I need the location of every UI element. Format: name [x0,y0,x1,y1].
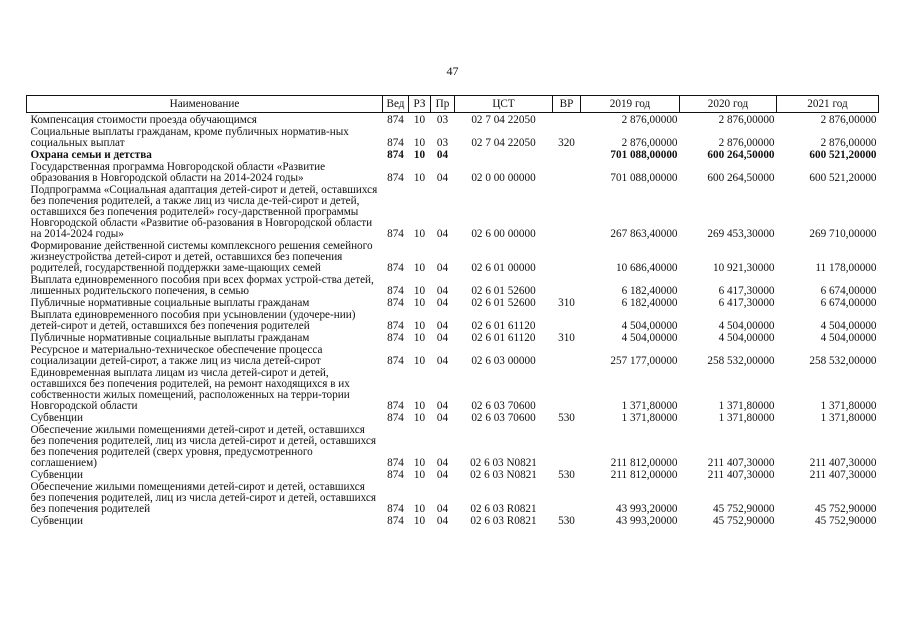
value-2020-cell: 4 504,00000 [718,332,775,344]
vr-cell: 530 [558,469,575,481]
value-2020-cell: 1 371,80000 [718,400,775,412]
value-2020-cell: 211 407,30000 [707,457,775,469]
value-2020-cell: 2 876,00000 [718,137,775,149]
value-2020-cell: 2 876,00000 [718,114,775,126]
cst-cell [455,149,553,161]
ved-cell: 874 [387,457,404,469]
value-2020-cell: 600 264,50000 [707,172,775,184]
value-2021-cell: 211 407,30000 [809,457,877,469]
pr-cell: 04 [436,262,449,274]
value-2020-cell: 269 453,30000 [707,228,775,240]
ved-cell: 874 [387,355,404,367]
column-header-rz: РЗ [409,96,431,113]
ved-cell: 874 [387,285,404,297]
value-2021-cell: 1 371,80000 [820,412,877,424]
vr-cell [553,149,581,161]
value-2019-cell: 211 812,00000 [610,469,678,481]
cst-cell: 02 7 04 22050 [471,114,536,126]
ved-cell: 874 [387,412,404,424]
vr-cell [553,424,581,469]
rz-cell: 10 [413,400,426,412]
rz-cell: 10 [413,114,426,126]
cst-cell: 02 6 01 00000 [471,262,536,274]
rz-cell: 10 [413,297,426,309]
value-2020-cell: 258 532,00000 [707,355,775,367]
pr-cell: 04 [436,320,449,332]
value-2021-cell: 2 876,00000 [820,114,877,126]
rz-cell: 10 [413,355,426,367]
vr-cell: 320 [558,137,575,149]
vr-cell [553,309,581,332]
cst-cell: 02 6 03 N0821 [470,457,537,469]
rz-cell: 10 [413,228,426,240]
vr-cell [553,113,581,127]
table-row [27,424,879,469]
cst-cell: 02 6 03 00000 [471,355,536,367]
vr-cell [553,367,581,412]
value-2019-cell: 43 993,20000 [615,503,678,515]
value-2019-cell: 2 876,00000 [621,114,678,126]
value-2021-cell: 6 674,00000 [820,297,877,309]
value-2019-cell: 1 371,80000 [621,400,678,412]
pr-cell: 04 [436,469,449,481]
name-cell: Обеспечение жилыми помещениями детей-сирот и детей, оставшихся без попечения родителей, лиц из числа детей-сирот и детей, оставшихся без попечения родителей (сверх уровня, предусмотренного соглашением) [30,424,377,469]
value-2021-cell: 211 407,30000 [809,469,877,481]
rz-cell: 10 [413,262,426,274]
ved-cell: 874 [387,503,404,515]
name-cell: Публичные нормативные социальные выплаты гражданам [30,297,310,309]
name-cell: Компенсация стоимости проезда обучающимся [30,114,257,126]
column-header-pr: Пр [431,96,455,113]
value-2020-cell: 6 417,30000 [718,285,775,297]
value-2019-cell: 211 812,00000 [610,457,678,469]
table-row [27,412,879,424]
value-2020-cell: 1 371,80000 [718,412,775,424]
name-cell: Обеспечение жилыми помещениями детей-сирот и детей, оставшихся без попечения родителей, лиц из числа детей-сирот и детей, оставшихся без попечения родителей [30,481,377,515]
rz-cell: 10 [413,469,426,481]
table-header-row [27,96,879,113]
vr-cell: 530 [558,515,575,527]
value-2020-cell: 600 264,50000 [707,149,775,161]
name-cell: Ресурсное и материально-техническое обеспечение процесса социализации детей-сирот, а также лиц из числа детей-сирот [30,344,323,367]
name-cell: Государственная программа Новгородской области «Развитие образования в Новгородской области на 2014-2024 годы» [30,161,326,184]
column-header-cst: ЦСТ [455,96,553,113]
name-cell: Выплата единовременного пособия при всех формах устрой-ства детей, лишенных родительского попечения, в семью [30,274,374,297]
vr-cell [553,344,581,367]
ved-cell: 874 [387,149,404,161]
column-header-ved: Вед [383,96,409,113]
column-header-2021: 2021 год [777,96,879,113]
ved-cell: 874 [387,228,404,240]
vr-cell [553,481,581,515]
ved-cell: 874 [387,320,404,332]
name-cell: Охрана семьи и детства [30,149,152,161]
name-cell: Единовременная выплата лицам из числа детей-сирот и детей, оставшихся без попечения родителей, на ремонт находящихся в их собственности жилых помещений, расположенных на терри-тории Новгородской области [30,367,350,412]
cst-cell: 02 6 03 70600 [471,412,536,424]
name-cell: Социальные выплаты гражданам, кроме публичных норматив-ных социальных выплат [30,126,349,149]
value-2019-cell: 2 876,00000 [621,137,678,149]
cst-cell: 02 6 01 61120 [471,332,536,344]
cst-cell: 02 6 01 61120 [471,320,536,332]
page-number: 47 [446,64,459,78]
pr-cell: 04 [436,412,449,424]
value-2020-cell: 4 504,00000 [718,320,775,332]
value-2019-cell: 267 863,40000 [610,228,678,240]
value-2021-cell: 4 504,00000 [820,320,877,332]
value-2019-cell: 4 504,00000 [621,320,678,332]
pr-cell: 04 [436,332,449,344]
ved-cell: 874 [387,469,404,481]
cst-cell: 02 6 01 52600 [471,285,536,297]
value-2020-cell: 6 417,30000 [718,297,775,309]
table-row [27,367,879,412]
value-2020-cell: 211 407,30000 [707,469,775,481]
name-cell: Формирование действенной системы комплексного решения семейного жизнеустройства детей-сирот и детей, оставшихся без попечения родителей, государственной поддержки заме-щающих семей [30,240,373,274]
rz-cell: 10 [413,457,426,469]
table-row [27,481,879,515]
rz-cell: 10 [413,137,426,149]
table-row [27,161,879,184]
value-2019-cell: 257 177,00000 [610,355,678,367]
cst-cell: 02 0 00 00000 [471,172,536,184]
pr-cell: 04 [436,515,449,527]
rz-cell: 10 [413,515,426,527]
value-2021-cell: 2 876,00000 [820,137,877,149]
vr-cell: 310 [558,332,575,344]
ved-cell: 874 [387,400,404,412]
value-2019-cell: 701 088,00000 [610,172,678,184]
name-cell: Публичные нормативные социальные выплаты гражданам [30,332,310,344]
value-2021-cell: 600 521,20000 [809,172,877,184]
value-2021-cell: 258 532,00000 [809,355,877,367]
cst-cell: 02 6 03 N0821 [470,469,537,481]
vr-cell: 530 [558,412,575,424]
vr-cell [553,240,581,274]
cst-cell: 02 6 03 70600 [471,400,536,412]
table-row [27,515,879,527]
table-row [27,297,879,309]
vr-cell [553,184,581,240]
pr-cell: 03 [436,114,449,126]
value-2020-cell: 45 752,90000 [712,515,775,527]
rz-cell: 10 [413,172,426,184]
name-cell: Субвенции [30,469,83,481]
pr-cell: 04 [436,400,449,412]
vr-cell [553,274,581,297]
ved-cell: 874 [387,297,404,309]
value-2019-cell: 10 686,40000 [615,262,678,274]
pr-cell: 04 [436,503,449,515]
column-header-vr: ВР [553,96,581,113]
rz-cell: 10 [413,285,426,297]
table-row [27,113,879,127]
ved-cell: 874 [387,262,404,274]
name-cell: Субвенции [30,515,83,527]
ved-cell: 874 [387,114,404,126]
value-2021-cell: 11 178,00000 [815,262,877,274]
value-2019-cell: 6 182,40000 [621,297,678,309]
ved-cell: 874 [387,172,404,184]
value-2021-cell: 6 674,00000 [820,285,877,297]
column-header-2019: 2019 год [581,96,680,113]
table-row [27,184,879,240]
ved-cell: 874 [387,137,404,149]
cst-cell: 02 6 00 00000 [471,228,536,240]
vr-cell [553,161,581,184]
table-row [27,332,879,344]
value-2019-cell: 6 182,40000 [621,285,678,297]
rz-cell: 10 [413,412,426,424]
rz-cell: 10 [413,149,426,161]
value-2021-cell: 4 504,00000 [820,332,877,344]
table-row [27,126,879,149]
value-2021-cell: 1 371,80000 [820,400,877,412]
vr-cell: 310 [558,297,575,309]
value-2019-cell: 1 371,80000 [621,412,678,424]
rz-cell: 10 [413,320,426,332]
value-2021-cell: 45 752,90000 [814,503,877,515]
rz-cell: 10 [413,503,426,515]
table-row [27,344,879,367]
table-row [27,240,879,274]
value-2019-cell: 4 504,00000 [621,332,678,344]
value-2019-cell: 701 088,00000 [610,149,678,161]
pr-cell: 04 [436,172,449,184]
table-row [27,309,879,332]
table-body [27,113,879,528]
pr-cell: 04 [436,149,449,161]
name-cell: Подпрограмма «Социальная адаптация детей-сирот и детей, оставшихся без попечения родителей, а также лиц из числа де-тей-сирот и детей, оставшихся без попечения родителей» госу-дарственной программы Новгородской области «Развитие об-разования в Новгородской области на 2014-2024 годы» [30,184,378,240]
name-cell: Субвенции [30,412,83,424]
value-2020-cell: 45 752,90000 [712,503,775,515]
name-cell: Выплата единовременного пособия при усыновлении (удочере-нии) детей-сирот и детей, оставшихся без попечения родителей [30,309,356,332]
value-2021-cell: 269 710,00000 [809,228,877,240]
value-2020-cell: 10 921,30000 [712,262,775,274]
value-2021-cell: 600 521,20000 [809,149,877,161]
pr-cell: 04 [436,297,449,309]
rz-cell: 10 [413,332,426,344]
value-2021-cell: 45 752,90000 [814,515,877,527]
budget-table [26,95,879,527]
ved-cell: 874 [387,332,404,344]
table-row [27,274,879,297]
value-2019-cell: 43 993,20000 [615,515,678,527]
cst-cell: 02 6 03 R0821 [470,503,537,515]
pr-cell: 03 [436,137,449,149]
pr-cell: 04 [436,355,449,367]
pr-cell: 04 [436,228,449,240]
column-header-2020: 2020 год [680,96,777,113]
table-row [27,149,879,161]
cst-cell: 02 6 03 R0821 [470,515,537,527]
pr-cell: 04 [436,285,449,297]
column-header-name: Наименование [27,96,383,113]
pr-cell: 04 [436,457,449,469]
cst-cell: 02 7 04 22050 [471,137,536,149]
ved-cell: 874 [387,515,404,527]
cst-cell: 02 6 01 52600 [471,297,536,309]
table-row [27,469,879,481]
